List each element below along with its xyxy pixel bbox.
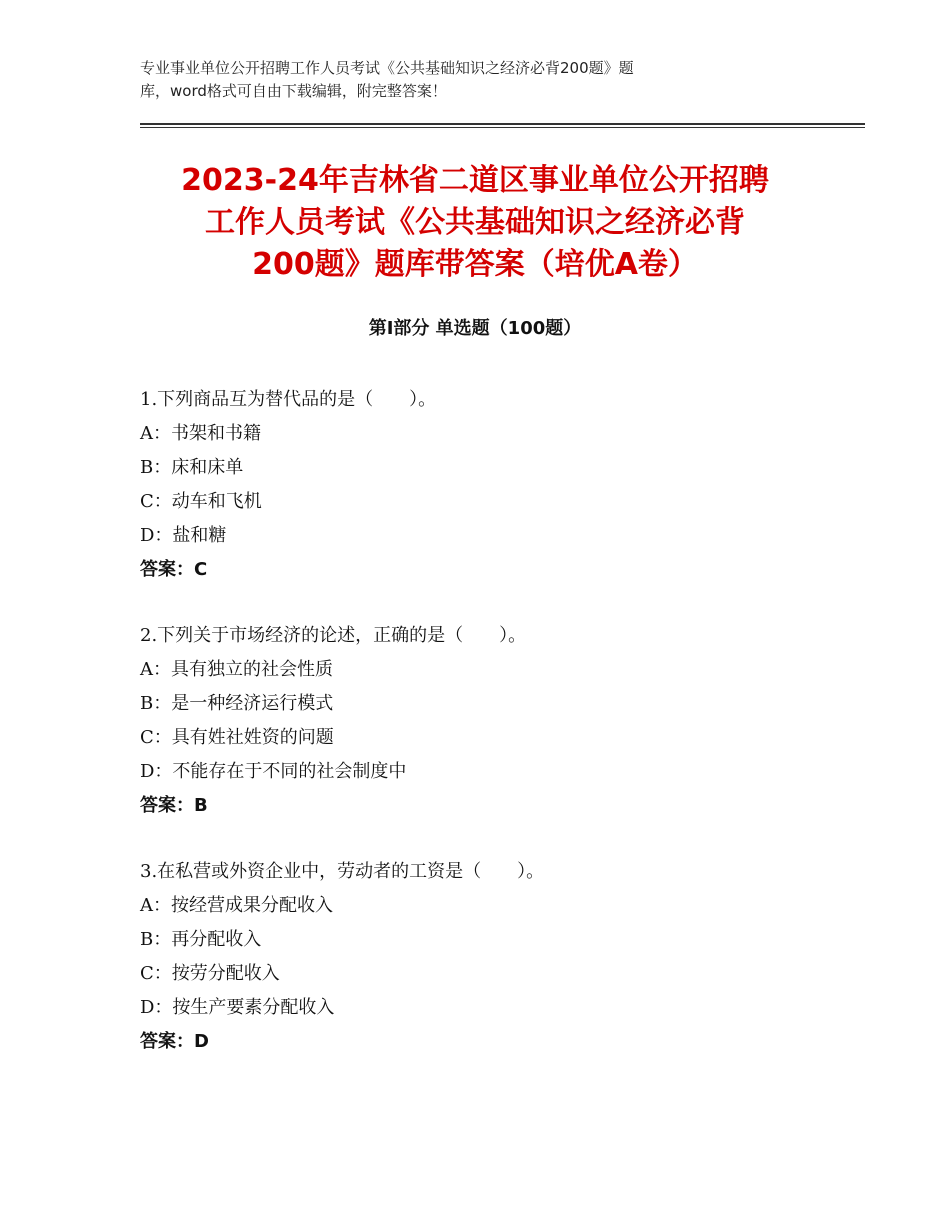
document-title-line-2: 工作人员考试《公共基础知识之经济必背: [205, 205, 745, 240]
header-note-line-1: 专业事业单位公开招聘工作人员考试《公共基础知识之经济必背200题》题: [140, 59, 634, 77]
option-b: B：是一种经济运行模式: [140, 693, 334, 714]
option-d: D：盐和糖: [140, 525, 227, 546]
option-a: A：具有独立的社会性质: [140, 659, 333, 680]
question-stem: 2.下列关于市场经济的论述，正确的是（ ）。: [140, 625, 527, 646]
option-d: D：按生产要素分配收入: [140, 997, 335, 1018]
header-note-line-2: 库，word格式可自由下载编辑，附完整答案！: [140, 82, 447, 100]
answer-label: 答案：C: [140, 559, 208, 580]
option-b: B：再分配收入: [140, 929, 262, 950]
option-a: A：按经营成果分配收入: [140, 895, 333, 916]
header-divider-thick: [140, 123, 865, 125]
option-d: D：不能存在于不同的社会制度中: [140, 761, 407, 782]
option-a: A：书架和书籍: [140, 423, 261, 444]
header-note: [140, 57, 780, 103]
option-b: B：床和床单: [140, 457, 244, 478]
section-title: 第Ⅰ部分 单选题（100题）: [368, 318, 582, 339]
option-c: C：按劳分配收入: [140, 963, 280, 984]
document-title-line-1: 2023-24年吉林省二道区事业单位公开招聘: [181, 163, 769, 198]
header-divider-thin: [140, 127, 865, 128]
question-item: [140, 619, 840, 823]
option-c: C：具有姓社姓资的问题: [140, 727, 334, 748]
option-c: C：动车和飞机: [140, 491, 262, 512]
question-list: [140, 383, 840, 1091]
question-stem: 3.在私营或外资企业中，劳动者的工资是（ ）。: [140, 861, 545, 882]
question-item: [140, 383, 840, 587]
question-stem: 1.下列商品互为替代品的是（ ）。: [140, 389, 437, 410]
document-title-line-3: 200题》题库带答案（培优A卷）: [252, 247, 698, 282]
question-item: [140, 855, 840, 1059]
answer-label: 答案：B: [140, 795, 208, 816]
answer-label: 答案：D: [140, 1031, 209, 1052]
document-title: [120, 160, 830, 286]
